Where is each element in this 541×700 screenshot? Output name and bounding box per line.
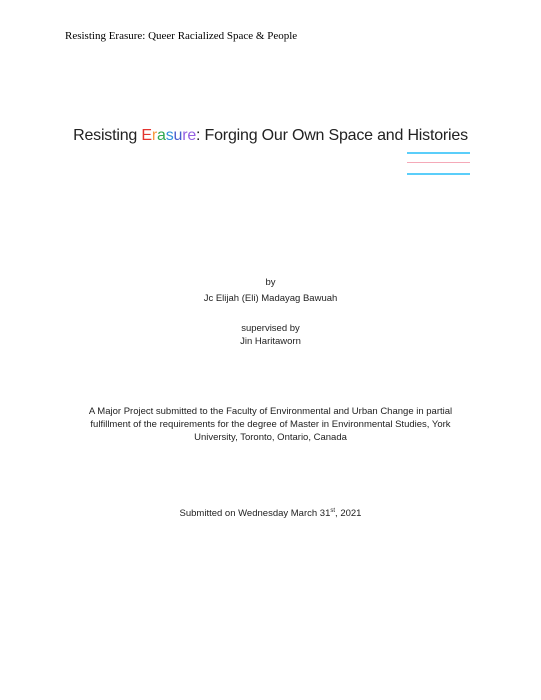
author-name: Jc Elijah (Eli) Madayag Bawuah bbox=[203, 293, 338, 304]
running-header: Resisting Erasure: Queer Racialized Space & People bbox=[65, 30, 298, 42]
title-prefix: Resisting bbox=[73, 127, 142, 144]
title-erasure-letter-3: a bbox=[156, 127, 166, 144]
flag-stripe-blue-bottom bbox=[407, 173, 470, 175]
flag-stripe-pink bbox=[407, 162, 470, 163]
submission-statement: A Major Project submitted to the Faculty of Environmental and Urban Change in partial fulfillment of the requirements for the degree of Master in Environmental Studies, York University, Toronto, Ontario, Canada bbox=[88, 406, 453, 443]
title-suffix: : Forging Our Own Space and Histories bbox=[196, 127, 468, 144]
title-erasure-letter-1: E bbox=[141, 127, 152, 144]
flag-stripe-blue-top bbox=[407, 152, 470, 154]
document-title bbox=[0, 127, 541, 145]
title-erasure-letter-6: r bbox=[182, 127, 188, 144]
submission-date bbox=[0, 507, 541, 520]
supervised-by-label: supervised by bbox=[241, 323, 300, 334]
title-erasure-letter-4: s bbox=[165, 127, 174, 144]
submission-date-prefix: Submitted on Wednesday March 31 bbox=[179, 508, 331, 519]
submission-date-ordinal: st bbox=[330, 507, 336, 514]
title-erasure-letter-2: r bbox=[151, 127, 157, 144]
supervisor-name: Jin Haritaworn bbox=[240, 336, 301, 347]
submission-date-suffix: , 2021 bbox=[335, 508, 362, 519]
title-erasure-letter-7: e bbox=[187, 127, 197, 144]
byline-by: by bbox=[265, 277, 276, 288]
title-erasure-letter-5: u bbox=[173, 127, 183, 144]
